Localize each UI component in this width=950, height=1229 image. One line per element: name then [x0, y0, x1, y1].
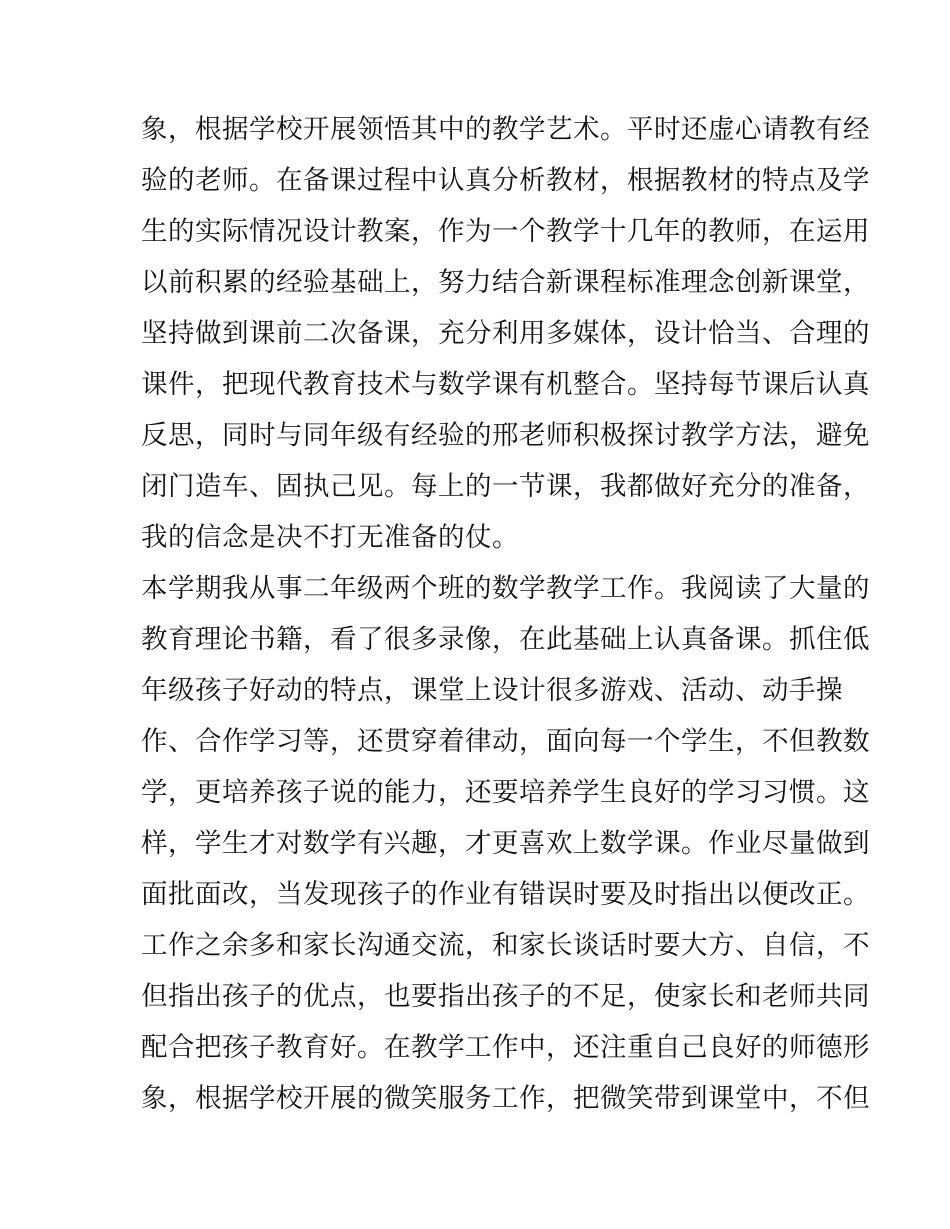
body-text	[141, 104, 870, 1124]
text-line-9: 我的信念是决不打无准备的仗。	[141, 522, 519, 553]
text-line-7: 反思，同时与同年级有经验的邢老师积极探讨教学方法，避免	[141, 420, 870, 451]
text-line-16: 面批面改，当发现孩子的作业有错误时要及时指出以便改正。	[141, 879, 870, 910]
text-line-11: 教育理论书籍，看了很多录像，在此基础上认真备课。抓住低	[141, 624, 870, 655]
text-line-6: 课件，把现代教育技术与数学课有机整合。坚持每节课后认真	[141, 369, 870, 400]
text-line-10: 本学期我从事二年级两个班的数学教学工作。我阅读了大量的	[141, 573, 870, 604]
text-line-14: 学，更培养孩子说的能力，还要培养学生良好的学习习惯。这	[141, 777, 870, 808]
text-line-17: 工作之余多和家长沟通交流，和家长谈话时要大方、自信，不	[141, 930, 870, 961]
text-line-18: 但指出孩子的优点，也要指出孩子的不足，使家长和老师共同	[141, 981, 870, 1012]
text-line-15: 样，学生才对数学有兴趣，才更喜欢上数学课。作业尽量做到	[141, 828, 870, 859]
text-line-13: 作、合作学习等，还贯穿着律动，面向每一个学生，不但教数	[141, 726, 870, 757]
text-line-4: 以前积累的经验基础上，努力结合新课程标准理念创新课堂，	[141, 267, 870, 298]
text-line-20: 象，根据学校开展的微笑服务工作，把微笑带到课堂中，不但	[141, 1083, 870, 1114]
text-line-1: 象，根据学校开展领悟其中的教学艺术。平时还虚心请教有经	[141, 114, 870, 145]
text-line-19: 配合把孩子教育好。在教学工作中，还注重自己良好的师德形	[141, 1032, 870, 1063]
text-line-2: 验的老师。在备课过程中认真分析教材，根据教材的特点及学	[141, 165, 870, 196]
text-line-8: 闭门造车、固执己见。每上的一节课，我都做好充分的准备，	[141, 471, 870, 502]
text-line-12: 年级孩子好动的特点，课堂上设计很多游戏、活动、动手操	[141, 675, 843, 706]
text-line-5: 坚持做到课前二次备课，充分利用多媒体，设计恰当、合理的	[141, 318, 870, 349]
text-line-3: 生的实际情况设计教案，作为一个教学十几年的教师，在运用	[141, 216, 870, 247]
